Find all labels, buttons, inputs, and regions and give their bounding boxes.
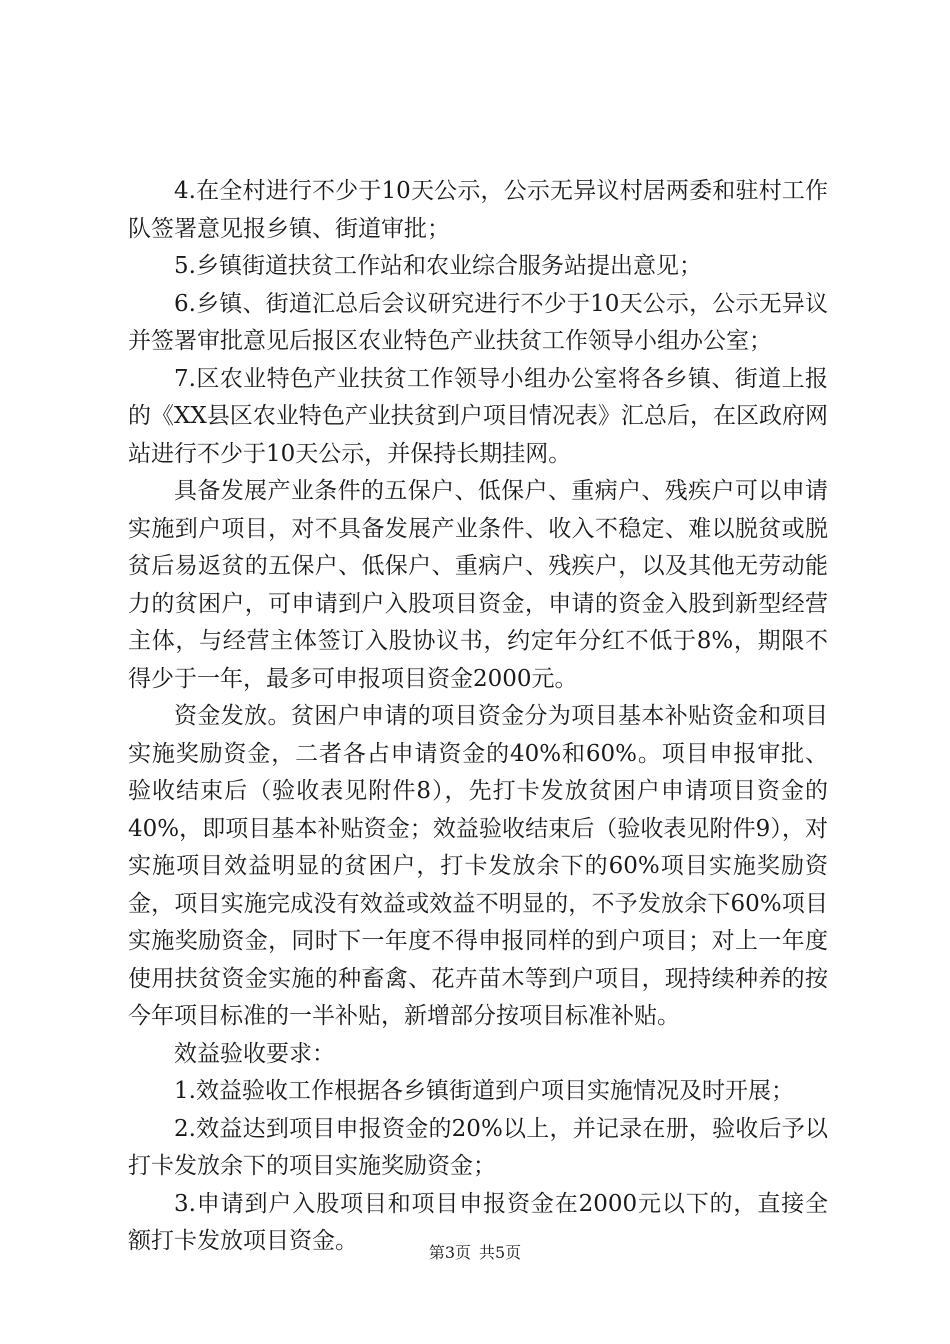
paragraph-fund-distribution: 资金发放。贫困户申请的项目资金分为项目基本补贴资金和项目实施奖励资金，二者各占申请资金的40%和60%。项目申报审批、验收结束后（验收表见附件8），先打卡发放贫困户申请项目资金的40%，即项目基本补贴资金；效益验收结束后（验收表见附件9），对实施项目效益明显的贫困户，打卡发放余下的60%项目实施奖励资金，项目实施完成没有效益或效益不明显的，不予发放余下60%项目实施奖励资金，同时下一年度不得申报同样的到户项目；对上一年度使用扶贫资金实施的种畜禽、花卉苗木等到户项目，现持续种养的按今年项目标准的一半补贴，新增部分按项目标准补贴。 (128, 703, 828, 1029)
paragraph-acceptance-1: 1.效益验收工作根据各乡镇街道到户项目实施情况及时开展； (174, 1078, 794, 1104)
paragraph-item-6: 6.乡镇、街道汇总后会议研究进行不少于10天公示，公示无异议并签署审批意见后报区农业特色产业扶贫工作领导小组办公室； (128, 290, 828, 354)
paragraph-eligibility: 具备发展产业条件的五保户、低保户、重病户、残疾户可以申请实施到户项目，对不具备发展产业条件、收入不稳定、难以脱贫或脱贫后易返贫的五保户、低保户、重病户、残疾户，以及其他无劳动能力的贫困户，可申请到户入股项目资金，申请的资金入股到新型经营主体，与经营主体签订入股协议书，约定年分红不低于8%，期限不得少于一年，最多可申报项目资金2000元。 (128, 478, 828, 692)
paragraph-acceptance-heading: 效益验收要求： (174, 1040, 335, 1067)
page-footer (0, 1240, 950, 1263)
paragraph-acceptance-2: 2.效益达到项目申报资金的20%以上，并记录在册，验收后予以打卡发放余下的项目实施奖励资金； (128, 1115, 828, 1179)
paragraph-item-5: 5.乡镇街道扶贫工作站和农业综合服务站提出意见； (174, 253, 702, 279)
paragraph-item-4: 4.在全村进行不少于10天公示，公示无异议村居两委和驻村工作队签署意见报乡镇、街道审批； (128, 178, 828, 242)
page-number: 第3页 (428, 1243, 471, 1262)
document-body (128, 173, 828, 1261)
paragraph-acceptance-3: 3.申请到户入股项目和项目申报资金在2000元以下的，直接全额打卡发放项目资金。 (128, 1190, 828, 1254)
paragraph-item-7: 7.区农业特色产业扶贫工作领导小组办公室将各乡镇、街道上报的《XX县区农业特色产业扶贫到户项目情况表》汇总后，在区政府网站进行不少于10天公示，并保持长期挂网。 (128, 365, 828, 467)
page-total: 共5页 (479, 1243, 522, 1262)
